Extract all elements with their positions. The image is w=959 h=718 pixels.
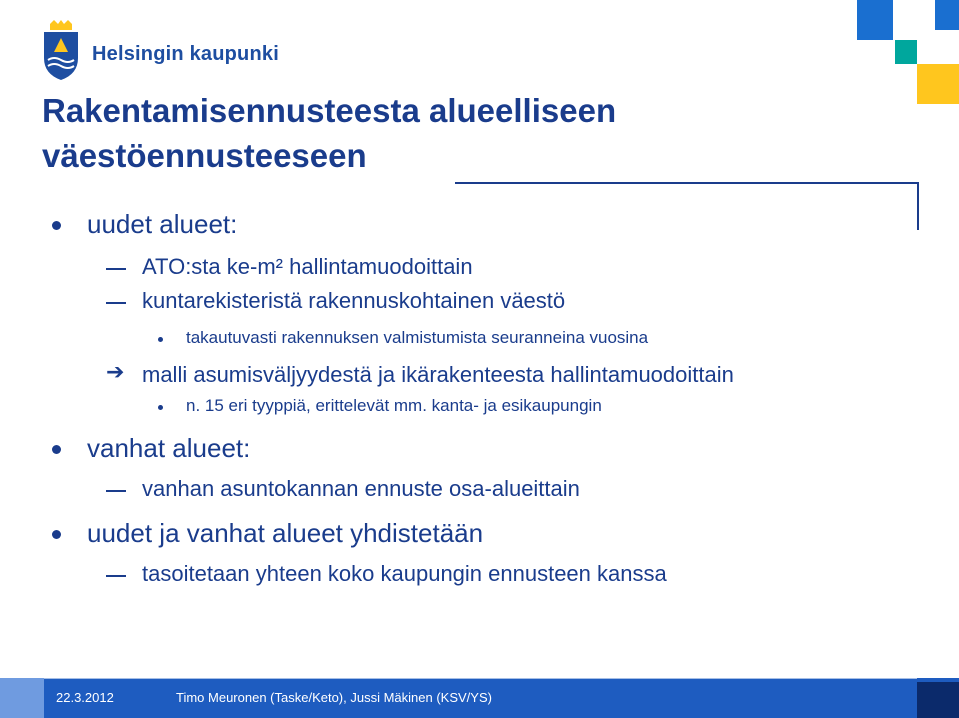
- bullet-dot-small: [158, 405, 163, 410]
- list-item: uudet ja vanhat alueet yhdistetään: [87, 518, 484, 548]
- bullet-dot: [52, 221, 61, 230]
- list-item: takautuvasti rakennuksen valmistumista seuranneina vuosina: [186, 328, 649, 347]
- helsinki-logo: [40, 20, 279, 80]
- frame-line-horizontal: [455, 182, 919, 184]
- title-line-1: Rakentamisennusteesta alueelliseen: [42, 92, 617, 129]
- decor-square-teal: [895, 40, 917, 64]
- list-item: tasoitetaan yhteen koko kaupungin ennusteen kanssa: [142, 561, 667, 586]
- footer-accent-left: [0, 678, 44, 718]
- list-item: n. 15 eri tyyppiä, erittelevät mm. kanta- ja esikaupungin: [186, 396, 602, 415]
- bullet-dot: [52, 530, 61, 539]
- footer-date: 22.3.2012: [56, 690, 114, 705]
- footer-accent-right: [917, 682, 959, 718]
- dash-icon: [106, 575, 126, 577]
- arrow-right-icon: ➔: [106, 360, 125, 385]
- frame-line-vertical: [917, 182, 919, 230]
- list-item: vanhat alueet:: [87, 433, 251, 463]
- slide-title: [42, 88, 616, 178]
- logo-text: Helsingin kaupunki: [92, 42, 279, 65]
- list-item: uudet alueet:: [87, 209, 238, 239]
- decor-square-yellow: [917, 64, 959, 104]
- dash-icon: [106, 268, 126, 270]
- footer-authors: Timo Meuronen (Taske/Keto), Jussi Mäkinen (KSV/YS): [176, 690, 492, 705]
- bullet-dot: [52, 445, 61, 454]
- helsinki-crest-icon: [40, 20, 82, 80]
- decor-square-blue: [857, 0, 893, 40]
- list-item: malli asumisväljyydestä ja ikärakenteesta hallintamuodoittain: [142, 362, 734, 387]
- list-item: vanhan asuntokannan ennuste osa-alueittain: [142, 476, 580, 501]
- footer-divider: [44, 678, 917, 679]
- bullet-dot-small: [158, 337, 163, 342]
- title-line-2: väestöennusteeseen: [42, 137, 367, 174]
- list-item: ATO:sta ke-m² hallintamuodoittain: [142, 254, 473, 279]
- dash-icon: [106, 302, 126, 304]
- decor-square-blue-small: [935, 0, 959, 30]
- dash-icon: [106, 490, 126, 492]
- list-item: kuntarekisteristä rakennuskohtainen väestö: [142, 288, 566, 313]
